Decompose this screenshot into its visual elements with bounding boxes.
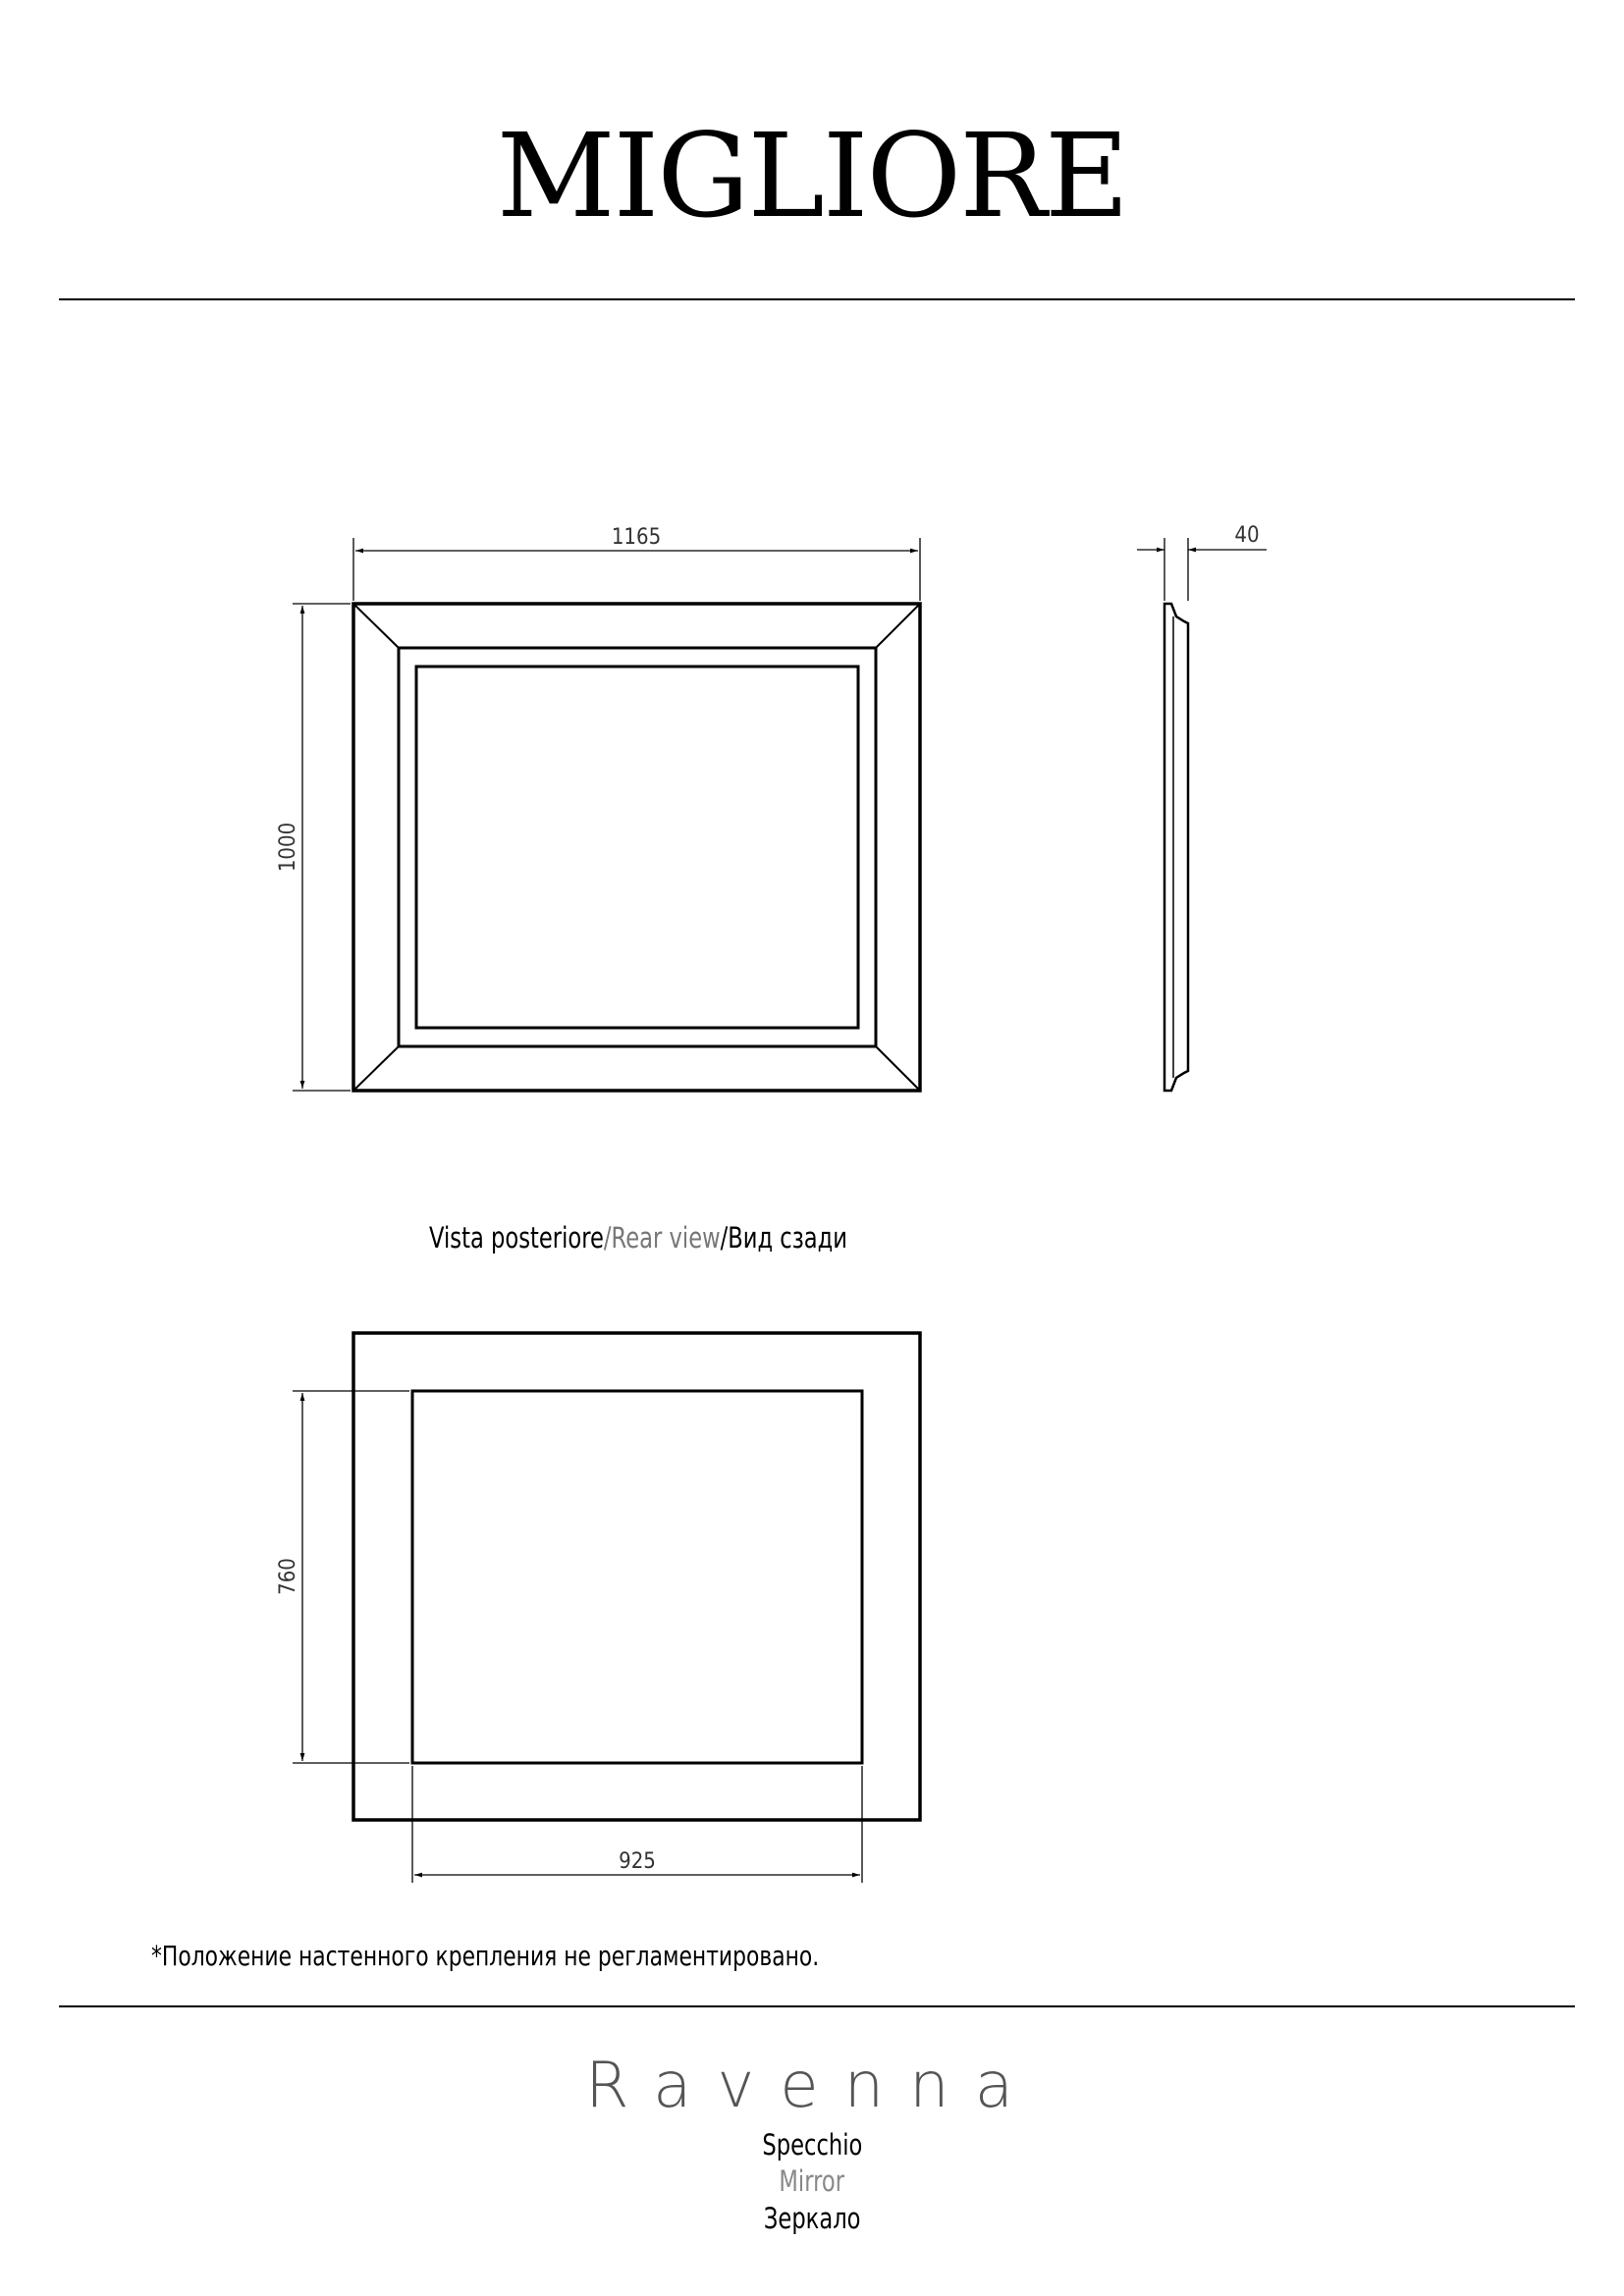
front-view — [353, 604, 920, 1091]
product-type-it-text: Specchio — [762, 2128, 862, 2162]
rear-view — [353, 1333, 920, 1820]
rear-width-label: 925 — [619, 1849, 656, 1874]
product-type-ru-text: Зеркало — [763, 2202, 861, 2235]
brand-logo: MIGLIORE — [496, 108, 1128, 243]
footer-divider — [59, 2005, 1575, 2007]
caption-sep-1: / — [603, 1221, 612, 1255]
side-view — [1164, 604, 1188, 1091]
side-depth-label: 40 — [1234, 523, 1260, 548]
product-type-en — [0, 2164, 1624, 2198]
caption-sep-2: / — [720, 1221, 729, 1255]
rear-height-label: 760 — [276, 1558, 300, 1595]
front-mirror-glass — [416, 667, 858, 1028]
front-height-label: 1000 — [276, 822, 300, 873]
front-width-label: 1165 — [611, 525, 662, 550]
miter-bottom-right — [876, 1046, 920, 1091]
series-name: Ravenna — [585, 2050, 1039, 2122]
front-middle-frame — [399, 648, 876, 1046]
caption-it: Vista posteriore — [429, 1221, 604, 1255]
mounting-note: *Положение настенного крепления не регламентировано. — [151, 1940, 820, 1972]
rear-inner-panel — [412, 1391, 862, 1763]
product-type-en-text: Mirror — [779, 2164, 845, 2198]
front-height-dimension — [293, 604, 351, 1091]
side-profile — [1164, 604, 1188, 1091]
product-type-it — [0, 2128, 1624, 2162]
rear-height-dimension — [293, 1391, 409, 1763]
miter-top-left — [353, 604, 399, 648]
miter-top-right — [876, 604, 920, 648]
front-outer-frame — [353, 604, 920, 1091]
miter-bottom-left — [353, 1046, 399, 1091]
rear-outer-frame — [353, 1333, 920, 1820]
product-type-ru — [0, 2202, 1624, 2235]
caption-en: Rear view — [611, 1221, 721, 1255]
caption-ru: Вид сзади — [728, 1221, 847, 1255]
rear-view-caption — [140, 1221, 1136, 1255]
